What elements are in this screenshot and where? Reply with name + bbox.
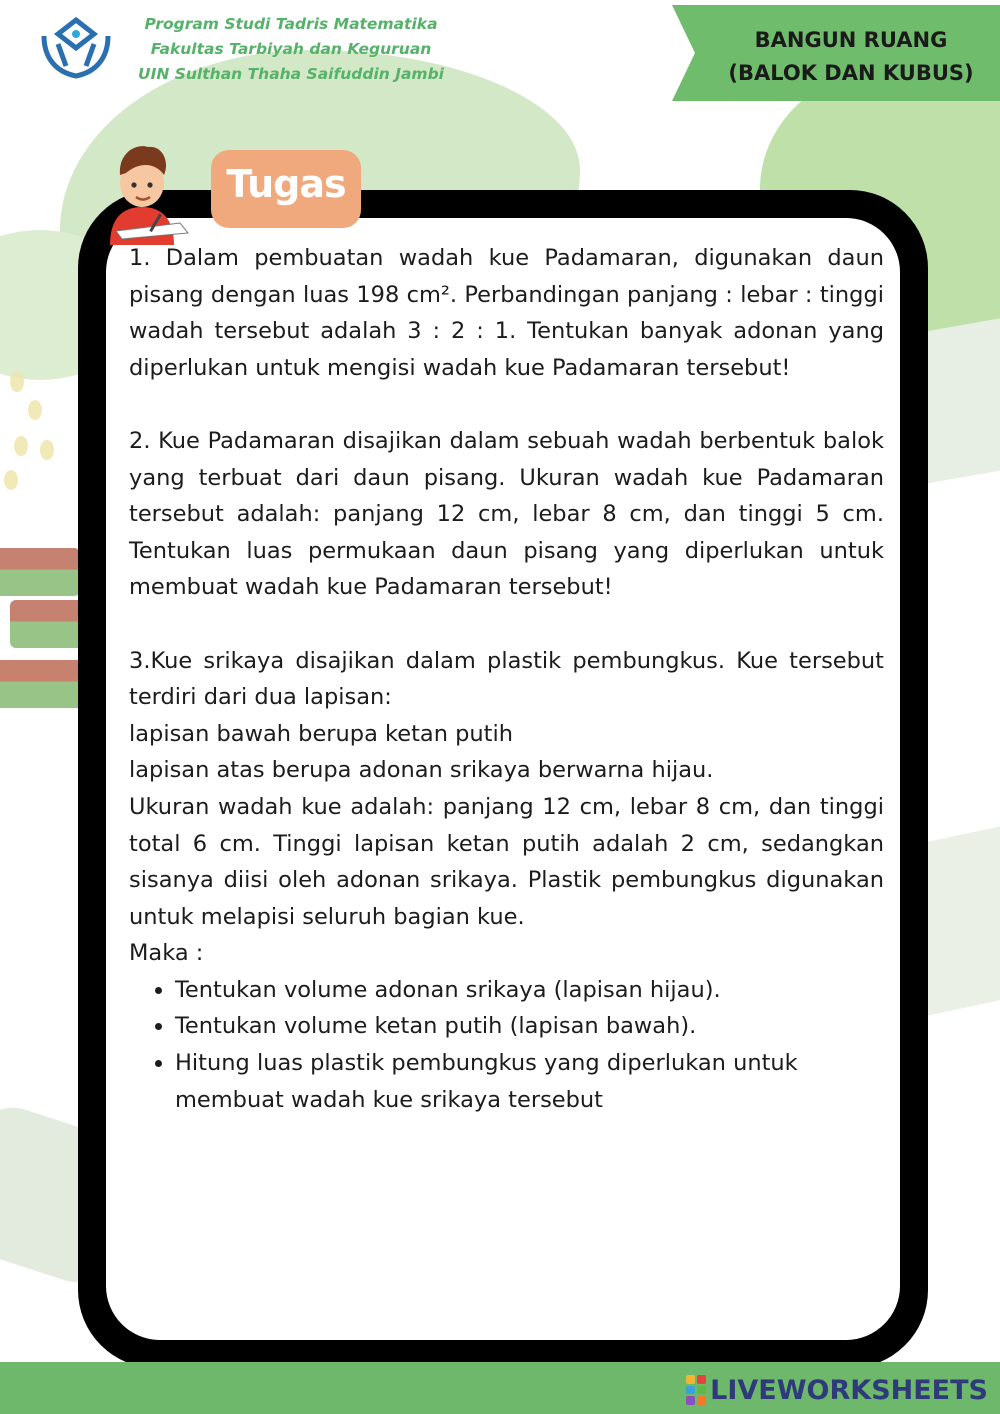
- problem-1: 1. Dalam pembuatan wadah kue Padamaran, digunakan daun pisang dengan luas 198 cm². Perbandingan panjang : lebar : tinggi wadah tersebut adalah 3 : 2 : 1. Tentukan banyak adonan yang diperlukan untuk mengisi wadah kue Padamaran tersebut!: [129, 245, 884, 381]
- institution-line: Fakultas Tarbiyah dan Keguruan: [150, 40, 432, 58]
- task-label: Tugas: [226, 162, 346, 206]
- page-title-line: BANGUN RUANG: [754, 28, 948, 52]
- problem-3-maka: Maka :: [129, 940, 204, 967]
- institution-name: [116, 12, 466, 87]
- list-item: • Hitung luas plastik pembungkus yang diperlukan untuk membuat wadah kue srikaya tersebut: [175, 1045, 884, 1118]
- problem-3-questions: [129, 972, 884, 1118]
- problem-3-layer-bottom: lapisan bawah berupa ketan putih: [129, 720, 513, 747]
- university-logo-icon: [36, 14, 116, 84]
- institution-line: UIN Sulthan Thaha Saifuddin Jambi: [138, 65, 444, 83]
- page-title-line: (BALOK DAN KUBUS): [728, 61, 974, 85]
- liveworksheets-brand: LIVEWORKSHEETS: [710, 1374, 988, 1406]
- bg-cake-image: [0, 660, 90, 708]
- list-item: • Tentukan volume adonan srikaya (lapisan hijau).: [175, 972, 884, 1009]
- page-title: [700, 24, 1000, 90]
- header: [0, 0, 1000, 100]
- task-label-badge: [211, 150, 361, 228]
- institution-line: Program Studi Tadris Matematika: [144, 15, 438, 33]
- liveworksheets-logo[interactable]: [686, 1372, 988, 1408]
- problem-3-intro: 3.Kue srikaya disajikan dalam plastik pembungkus. Kue tersebut terdiri dari dua lapisan:: [129, 647, 884, 711]
- problem-3-layer-top: lapisan atas berupa adonan srikaya berwarna hijau.: [129, 757, 714, 784]
- list-item: • Tentukan volume ketan putih (lapisan bawah).: [175, 1008, 884, 1045]
- liveworksheets-mark-icon: [686, 1375, 706, 1405]
- problem-3-size: Ukuran wadah kue adalah: panjang 12 cm, lebar 8 cm, dan tinggi total 6 cm. Tinggi lapisan ketan putih adalah 2 cm, sedangkan sisanya diisi oleh adonan srikaya. Plastik pembungkus digunakan untuk melapisi seluruh bagian kue.: [129, 793, 884, 930]
- boy-writing-illustration-icon: [96, 135, 196, 245]
- task-content: [129, 240, 884, 1118]
- bg-cake-image: [0, 548, 80, 596]
- problem-2: 2. Kue Padamaran disajikan dalam sebuah wadah berbentuk balok yang terbuat dari daun pisang. Ukuran wadah kue Padamaran tersebut adalah: panjang 12 cm, lebar 8 cm, dan tinggi 5 cm. Tentukan luas permukaan daun pisang yang diperlukan untuk membuat wadah kue Padamaran tersebut!: [129, 427, 884, 601]
